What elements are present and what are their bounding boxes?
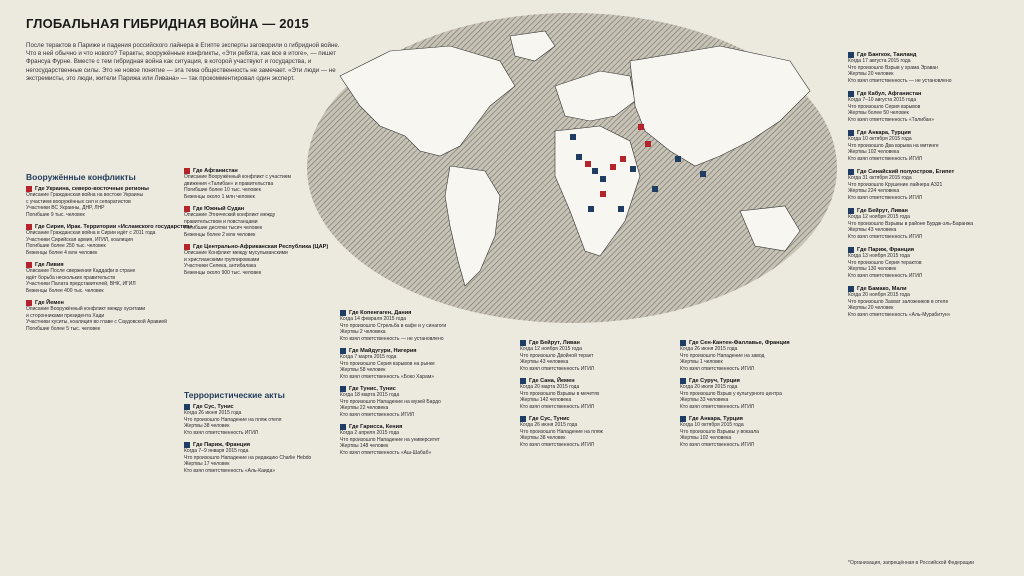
event-detail: Что произошло Взрывы в мечетях [520, 390, 600, 397]
event-detail: Беженцы более 400 тыс. человек [26, 287, 104, 294]
marker-terror [652, 186, 658, 192]
event-detail: Что произошло Серия взрывов на рынке [340, 360, 435, 367]
event-detail: Что произошло Серия взрывов [848, 103, 921, 110]
event-entry [340, 310, 495, 344]
event-detail: Описание Конфликт между мусульманскими [184, 250, 288, 257]
event-entry [848, 52, 1018, 86]
event-location: Где Украина, северо-восточные регионы [35, 186, 149, 192]
event-detail: Кто взял ответственность — не установлено [848, 77, 952, 84]
event-detail: Кто взял ответственность «Талибан» [848, 116, 935, 123]
event-location: Где Майдугури, Нигерия [349, 348, 417, 354]
marker-conflict [638, 124, 644, 130]
event-detail: Когда 20 ноября 2015 года [848, 292, 910, 299]
event-detail: Беженцы более 4 млн человек [26, 249, 98, 256]
event-entry [184, 168, 334, 202]
event-detail: Беженцы около 900 тыс. человек [184, 269, 262, 276]
event-detail: Жертвы 142 человека [520, 397, 572, 404]
event-detail: Жертвы 130 человек [848, 266, 897, 273]
event-location: Где Бамако, Мали [857, 286, 907, 292]
terror-marker-icon [340, 386, 346, 392]
intro-text: После терактов в Париже и падения российского лайнера в Египте эксперты заговорили о гибридной войне. Что в ней обычно и что нового? Теракты, вооружённые конфликты, «Эти ребята, как все в итоге», — пишет Франсуа Фурне. Вместе с тем гибридная война как ситуация, в которой участвуют и государства, и негосударственные силы. Это не новое понятие — эта тема общественность не замечает. «Эти люди — не экстремисты, это люди, жители Парижа или Ливана» — так прокомментировал один эксперт. [26, 42, 340, 82]
event-detail: Кто взял ответственность ИГИЛ [520, 365, 595, 372]
event-detail: Когда 12 ноября 2015 года [848, 214, 910, 221]
event-entry [184, 404, 334, 438]
event-detail: Участники хуситы, коалиция во главе с Саудовской Аравией [26, 319, 167, 326]
event-detail: Кто взял ответственность ИГИЛ [520, 441, 595, 448]
event-detail: Когда 2 апреля 2015 года [340, 430, 400, 437]
event-detail: Описание После свержения Каддафи в стране [26, 268, 136, 275]
footnote: *Организация, запрещённая в Российской Федерации [848, 560, 974, 566]
event-entry [848, 130, 1018, 164]
event-detail: Участники Сирийская армия, ИГИЛ, коалиция [26, 236, 133, 243]
event-entry [848, 169, 1018, 203]
event-entry [520, 378, 670, 412]
event-entry [520, 340, 670, 374]
terror-marker-icon [848, 286, 854, 292]
event-detail: Когда 7–9 января 2015 года [184, 448, 249, 455]
event-detail: Кто взял ответственность ИГИЛ [680, 403, 755, 410]
event-detail: Жертвы более 50 человек [848, 110, 909, 117]
terror-marker-icon [848, 247, 854, 253]
event-detail: Кто взял ответственность «Боко Харам» [340, 373, 435, 380]
event-detail: Что произошло Серия терактов [848, 259, 922, 266]
event-location: Где Анкара, Турция [857, 130, 911, 136]
event-location: Где Центрально-Африканская Республика (ЦАР) [193, 244, 329, 250]
event-detail: движения «Талибан» и правительства [184, 180, 274, 187]
event-detail: Когда 17 августа 2015 года [848, 58, 911, 65]
event-entry [26, 300, 174, 334]
event-detail: Когда 10 октября 2015 года [848, 136, 912, 143]
event-detail: Погибшие 9 тыс. человек [26, 211, 85, 218]
event-location: Где Париж, Франция [857, 247, 915, 253]
event-entry [848, 91, 1018, 125]
event-detail: Кто взял ответственность «Аль-Каида» [184, 467, 276, 474]
event-location: Где Сана, Йемен [529, 378, 575, 384]
marker-conflict [620, 156, 626, 162]
event-detail: Что произошло Взрыв у культурного центра [680, 390, 782, 397]
event-entry [340, 348, 495, 382]
event-location: Где Бейрут, Ливан [857, 208, 908, 214]
event-entry [680, 340, 840, 374]
event-entry [184, 244, 334, 278]
event-location: Где Йемен [35, 300, 64, 306]
event-location: Где Ливия [35, 262, 64, 268]
event-detail: Жертвы 22 человека [340, 405, 389, 412]
event-detail: Кто взял ответственность ИГИЛ [848, 155, 923, 162]
terror-marker-icon [340, 424, 346, 430]
event-detail: и сторонниками президента Хади [26, 312, 105, 319]
terror-marker-icon [848, 52, 854, 58]
event-detail: Погибшие десятки тысяч человек [184, 225, 263, 232]
terror-marker-icon [680, 378, 686, 384]
event-detail: Что произошло Нападение на университет [340, 436, 440, 443]
marker-terror [570, 134, 576, 140]
event-detail: Кто взял ответственность ИГИЛ [340, 411, 415, 418]
marker-terror [588, 206, 594, 212]
event-detail: Описание Гражданская война на востоке Украины [26, 192, 144, 199]
section-terror-acts: Террористические акты [184, 390, 285, 400]
terror-marker-icon [848, 91, 854, 97]
event-detail: Что произошло Взрывы у вокзала [680, 428, 759, 435]
event-detail: Беженцы около 1 млн человек [184, 193, 255, 200]
event-detail: Жертвы 43 человека [848, 227, 897, 234]
event-detail: Участники ВС Украины, ДНР, ЛНР [26, 205, 105, 212]
event-detail: Кто взял ответственность ИГИЛ [680, 365, 755, 372]
event-detail: Когда 20 июля 2015 года [680, 384, 738, 391]
event-entry [848, 208, 1018, 242]
event-detail: Описание Вооружённый конфликт между хуситами [26, 306, 146, 313]
event-detail: Что произошло Крушение лайнера А321 [848, 181, 943, 188]
event-detail: Кто взял ответственность ИГИЛ [184, 429, 259, 436]
event-detail: Жертвы 58 человек [340, 367, 386, 374]
terror-marker-icon [520, 378, 526, 384]
event-detail: Погибшие более 5 тыс. человек [26, 325, 101, 332]
event-detail: Что произошло Нападение на завод [680, 352, 765, 359]
event-entry [680, 378, 840, 412]
event-entry [848, 247, 1018, 281]
event-entry [26, 262, 174, 296]
event-detail: Когда 7–10 августа 2015 года [848, 97, 917, 104]
event-location: Где Суруч, Турция [689, 378, 740, 384]
page-title: ГЛОБАЛЬНАЯ ГИБРИДНАЯ ВОЙНА — 2015 [26, 16, 309, 31]
event-detail: Жертвы 38 человек [184, 423, 230, 430]
event-detail: Что произошло Захват заложников в отеле [848, 298, 949, 305]
terror-marker-icon [184, 404, 190, 410]
event-detail: Жертвы 148 человек [340, 443, 389, 450]
event-detail: Что произошло Два взрыва на митинге [848, 142, 939, 149]
event-location: Где Сирия, Ирак. Территории «Исламского государства» [35, 224, 193, 230]
event-detail: Погибшие более 10 тыс. человек [184, 187, 261, 194]
marker-conflict [585, 161, 591, 167]
event-entry [26, 224, 193, 258]
event-detail: Кто взял ответственность ИГИЛ [848, 194, 923, 201]
event-detail: Что произошло Нападение на пляж [520, 428, 603, 435]
event-detail: Что произошло Взрыв у храма Эраван [848, 64, 938, 71]
event-location: Где Анкара, Турция [689, 416, 743, 422]
event-location: Где Сен-Кантен-Фаллавье, Франция [689, 340, 790, 346]
marker-conflict [600, 191, 606, 197]
event-location: Где Бейрут, Ливан [529, 340, 580, 346]
event-detail: Кто взял ответственность «Аль-Мурабитун» [848, 311, 951, 318]
event-entry [680, 416, 840, 450]
event-detail: Кто взял ответственность ИГИЛ [520, 403, 595, 410]
event-detail: Жертвы 2 человека [340, 329, 386, 336]
marker-conflict [645, 141, 651, 147]
marker-terror [700, 171, 706, 177]
event-location: Где Бангкок, Таиланд [857, 52, 917, 58]
event-detail: Когда 14 февраля 2015 года [340, 316, 407, 323]
marker-terror [630, 166, 636, 172]
event-entry [340, 424, 495, 458]
event-detail: Когда 26 июня 2015 года [184, 410, 242, 417]
event-detail: Жертвы 20 человек [848, 305, 894, 312]
conflict-marker-icon [26, 262, 32, 268]
event-detail: Жертвы 33 человека [680, 397, 729, 404]
marker-terror [618, 206, 624, 212]
terror-marker-icon [848, 130, 854, 136]
world-map [300, 6, 845, 331]
event-detail: Жертвы 102 человека [848, 149, 900, 156]
event-detail: Погибшие более 250 тыс. человек [26, 243, 106, 250]
terror-marker-icon [848, 169, 854, 175]
terror-marker-icon [340, 310, 346, 316]
section-armed-conflicts: Вооружённые конфликты [26, 172, 136, 182]
event-detail: Жертвы 1 человек [680, 359, 723, 366]
event-location: Где Копенгаген, Дания [349, 310, 412, 316]
event-detail: Когда 26 июня 2015 года [680, 346, 738, 353]
event-detail: Когда 18 марта 2015 года [340, 392, 400, 399]
terror-marker-icon [680, 340, 686, 346]
event-detail: Что произошло Нападение на музей Бардо [340, 398, 441, 405]
event-location: Где Южный Судан [193, 206, 245, 212]
event-location: Где Гарисса, Кения [349, 424, 403, 430]
terror-marker-icon [520, 340, 526, 346]
terror-marker-icon [184, 442, 190, 448]
event-location: Где Сус, Тунис [193, 404, 234, 410]
event-location: Где Афганистан [193, 168, 238, 174]
event-location: Где Кабул, Афганистан [857, 91, 922, 97]
event-detail: Что произошло Нападение на пляж отеля [184, 416, 282, 423]
event-detail: Что произошло Двойной теракт [520, 352, 594, 359]
event-detail: Жертвы 224 человека [848, 188, 900, 195]
marker-terror [675, 156, 681, 162]
event-detail: Что произошло Нападение на редакцию Charlie Hebdo [184, 454, 312, 461]
event-detail: Жертвы 20 человек [848, 71, 894, 78]
event-detail: Когда 12 ноября 2015 года [520, 346, 582, 353]
event-detail: Беженцы более 2 млн человек [184, 231, 256, 238]
event-entry [184, 206, 334, 240]
event-entry [184, 442, 334, 476]
event-detail: правительством и повстанцами [184, 218, 258, 225]
event-detail: Когда 10 октября 2015 года [680, 422, 744, 429]
event-detail: идёт борьба нескольких правительств [26, 274, 116, 281]
terror-marker-icon [340, 348, 346, 354]
event-detail: Что произошло Стрельба в кафе и у синагоги [340, 322, 447, 329]
event-detail: с участием вооружённых сил и сепаратистов [26, 198, 131, 205]
event-entry [848, 286, 1018, 320]
event-detail: Когда 31 октября 2015 года [848, 175, 912, 182]
event-detail: Когда 13 ноября 2015 года [848, 253, 910, 260]
event-location: Где Синайский полуостров, Египет [857, 169, 955, 175]
event-detail: Жертвы 17 человек [184, 461, 230, 468]
event-detail: Жертвы 102 человека [680, 435, 732, 442]
event-detail: Кто взял ответственность «Аш-Шабаб» [340, 449, 432, 456]
event-location: Где Париж, Франция [193, 442, 251, 448]
marker-terror [576, 154, 582, 160]
conflict-marker-icon [184, 244, 190, 250]
event-detail: Кто взял ответственность ИГИЛ [848, 233, 923, 240]
event-detail: Кто взял ответственность ИГИЛ [680, 441, 755, 448]
event-location: Где Сус, Тунис [529, 416, 570, 422]
event-detail: Жертвы 38 человек [520, 435, 566, 442]
event-entry [26, 186, 174, 220]
event-detail: Когда 26 июня 2015 года [520, 422, 578, 429]
event-entry [340, 386, 495, 420]
event-detail: Когда 7 марта 2015 года [340, 354, 397, 361]
event-location: Где Тунис, Тунис [349, 386, 396, 392]
event-detail: Жертвы 43 человека [520, 359, 569, 366]
marker-terror [592, 168, 598, 174]
terror-marker-icon [520, 416, 526, 422]
terror-marker-icon [848, 208, 854, 214]
event-detail: Участники Палата представителей, ВНК, ИГИЛ [26, 281, 136, 288]
event-detail: Участники Селека, антибалака [184, 263, 256, 270]
event-detail: Кто взял ответственность — не установлено [340, 335, 444, 342]
marker-terror [600, 176, 606, 182]
marker-conflict [610, 164, 616, 170]
event-detail: Описание Вооружённый конфликт с участием [184, 174, 291, 181]
event-detail: Кто взял ответственность ИГИЛ [848, 272, 923, 279]
event-detail: Когда 20 марта 2015 года [520, 384, 580, 391]
event-detail: Описание Этнический конфликт между [184, 212, 276, 219]
event-detail: Описание Гражданская война в Сирии идёт с 2011 года [26, 230, 156, 237]
event-detail: Что произошло Взрывы в районе Бурдж-эль-Баранжа [848, 220, 974, 227]
terror-marker-icon [680, 416, 686, 422]
event-entry [520, 416, 670, 450]
event-detail: и христианскими группировками [184, 256, 260, 263]
